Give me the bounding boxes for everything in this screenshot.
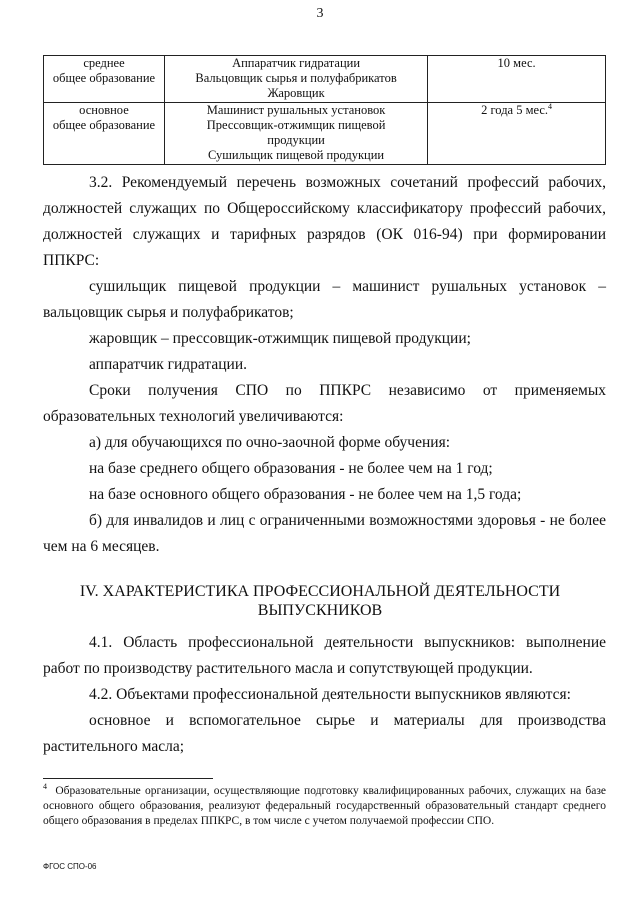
cell-line: Аппаратчик гидратации bbox=[232, 56, 361, 70]
footer-code: ФГОС СПО-06 bbox=[43, 862, 97, 871]
education-cell bbox=[44, 103, 165, 165]
education-cell bbox=[44, 56, 165, 103]
cell-line: Прессовщик-отжимщик пищевой bbox=[206, 118, 386, 132]
footnote-mark: 4 bbox=[43, 782, 47, 792]
heading-line: IV. ХАРАКТЕРИСТИКА ПРОФЕССИОНАЛЬНОЙ ДЕЯТЕЛЬНОСТИ bbox=[79, 583, 561, 600]
term-cell bbox=[428, 103, 606, 165]
cell-line: Сушильщик пищевой продукции bbox=[208, 148, 385, 162]
term-value: 10 мес. bbox=[497, 56, 536, 70]
section-heading bbox=[60, 582, 580, 620]
footnote-ref[interactable]: 4 bbox=[548, 101, 553, 111]
heading-line: ВЫПУСКНИКОВ bbox=[257, 602, 383, 619]
terms-item: на базе среднего общего образования - не более чем на 1 год; bbox=[89, 460, 493, 477]
professions-cell bbox=[164, 56, 427, 103]
cell-line: Вальцовщик сырья и полуфабрикатов bbox=[195, 71, 397, 85]
term-value: 2 года 5 мес. bbox=[481, 103, 549, 117]
objects-item: основное и вспомогательное сырье и материалы для производства растительного масла; bbox=[43, 712, 606, 755]
terms-para: Сроки получения СПО по ППКРС независимо от применяемых образовательных технологий увеличиваются: bbox=[43, 382, 606, 425]
combination-item: аппаратчик гидратации. bbox=[89, 356, 248, 373]
professions-table bbox=[43, 55, 606, 165]
footnote-text: Образовательные организации, осуществляющие подготовку квалифицированных рабочих, служащих на базе основного общего образования, реализуют федеральный государственный образовательный стандарт среднего общего образования в пределах ППКРС, в том числе с учетом получаемой профессии СПО. bbox=[43, 785, 606, 827]
para-4-2: 4.2. Объектами профессиональной деятельности выпускников являются: bbox=[89, 686, 571, 703]
cell-line: среднее bbox=[83, 56, 125, 70]
cell-line: основное bbox=[79, 103, 129, 117]
cell-line: общее образование bbox=[52, 71, 156, 85]
cell-line: Жаровщик bbox=[267, 86, 325, 100]
cell-line: Машинист рушальных установок bbox=[206, 103, 386, 117]
footnote-divider bbox=[43, 778, 213, 779]
para-3-2: 3.2. Рекомендуемый перечень возможных сочетаний профессий рабочих, должностей служащих по Общероссийскому классификатору профессий рабочих, должностей служащих и тарифных разрядов (ОК 016-94) при формировании ППКРС: bbox=[43, 174, 606, 269]
term-cell bbox=[428, 56, 606, 103]
cell-line: общее образование bbox=[52, 118, 156, 132]
combination-item: жаровщик – прессовщик-отжимщик пищевой продукции; bbox=[89, 330, 471, 347]
footnote bbox=[43, 784, 606, 829]
table-row bbox=[44, 103, 606, 165]
combination-item: сушильщик пищевой продукции – машинист рушальных установок – вальцовщик сырья и полуфабрикатов; bbox=[43, 278, 606, 321]
professions-cell bbox=[164, 103, 427, 165]
cell-line: продукции bbox=[267, 133, 325, 147]
terms-item: б) для инвалидов и лиц с ограниченными возможностями здоровья - не более чем на 6 месяцев. bbox=[43, 512, 606, 555]
page-number: 3 bbox=[316, 6, 324, 21]
table-row bbox=[44, 56, 606, 103]
para-4-1: 4.1. Область профессиональной деятельности выпускников: выполнение работ по производству растительного масла и сопутствующей продукции. bbox=[43, 634, 606, 677]
terms-item: на базе основного общего образования - не более чем на 1,5 года; bbox=[89, 486, 522, 503]
terms-item: а) для обучающихся по очно-заочной форме обучения: bbox=[89, 434, 451, 451]
